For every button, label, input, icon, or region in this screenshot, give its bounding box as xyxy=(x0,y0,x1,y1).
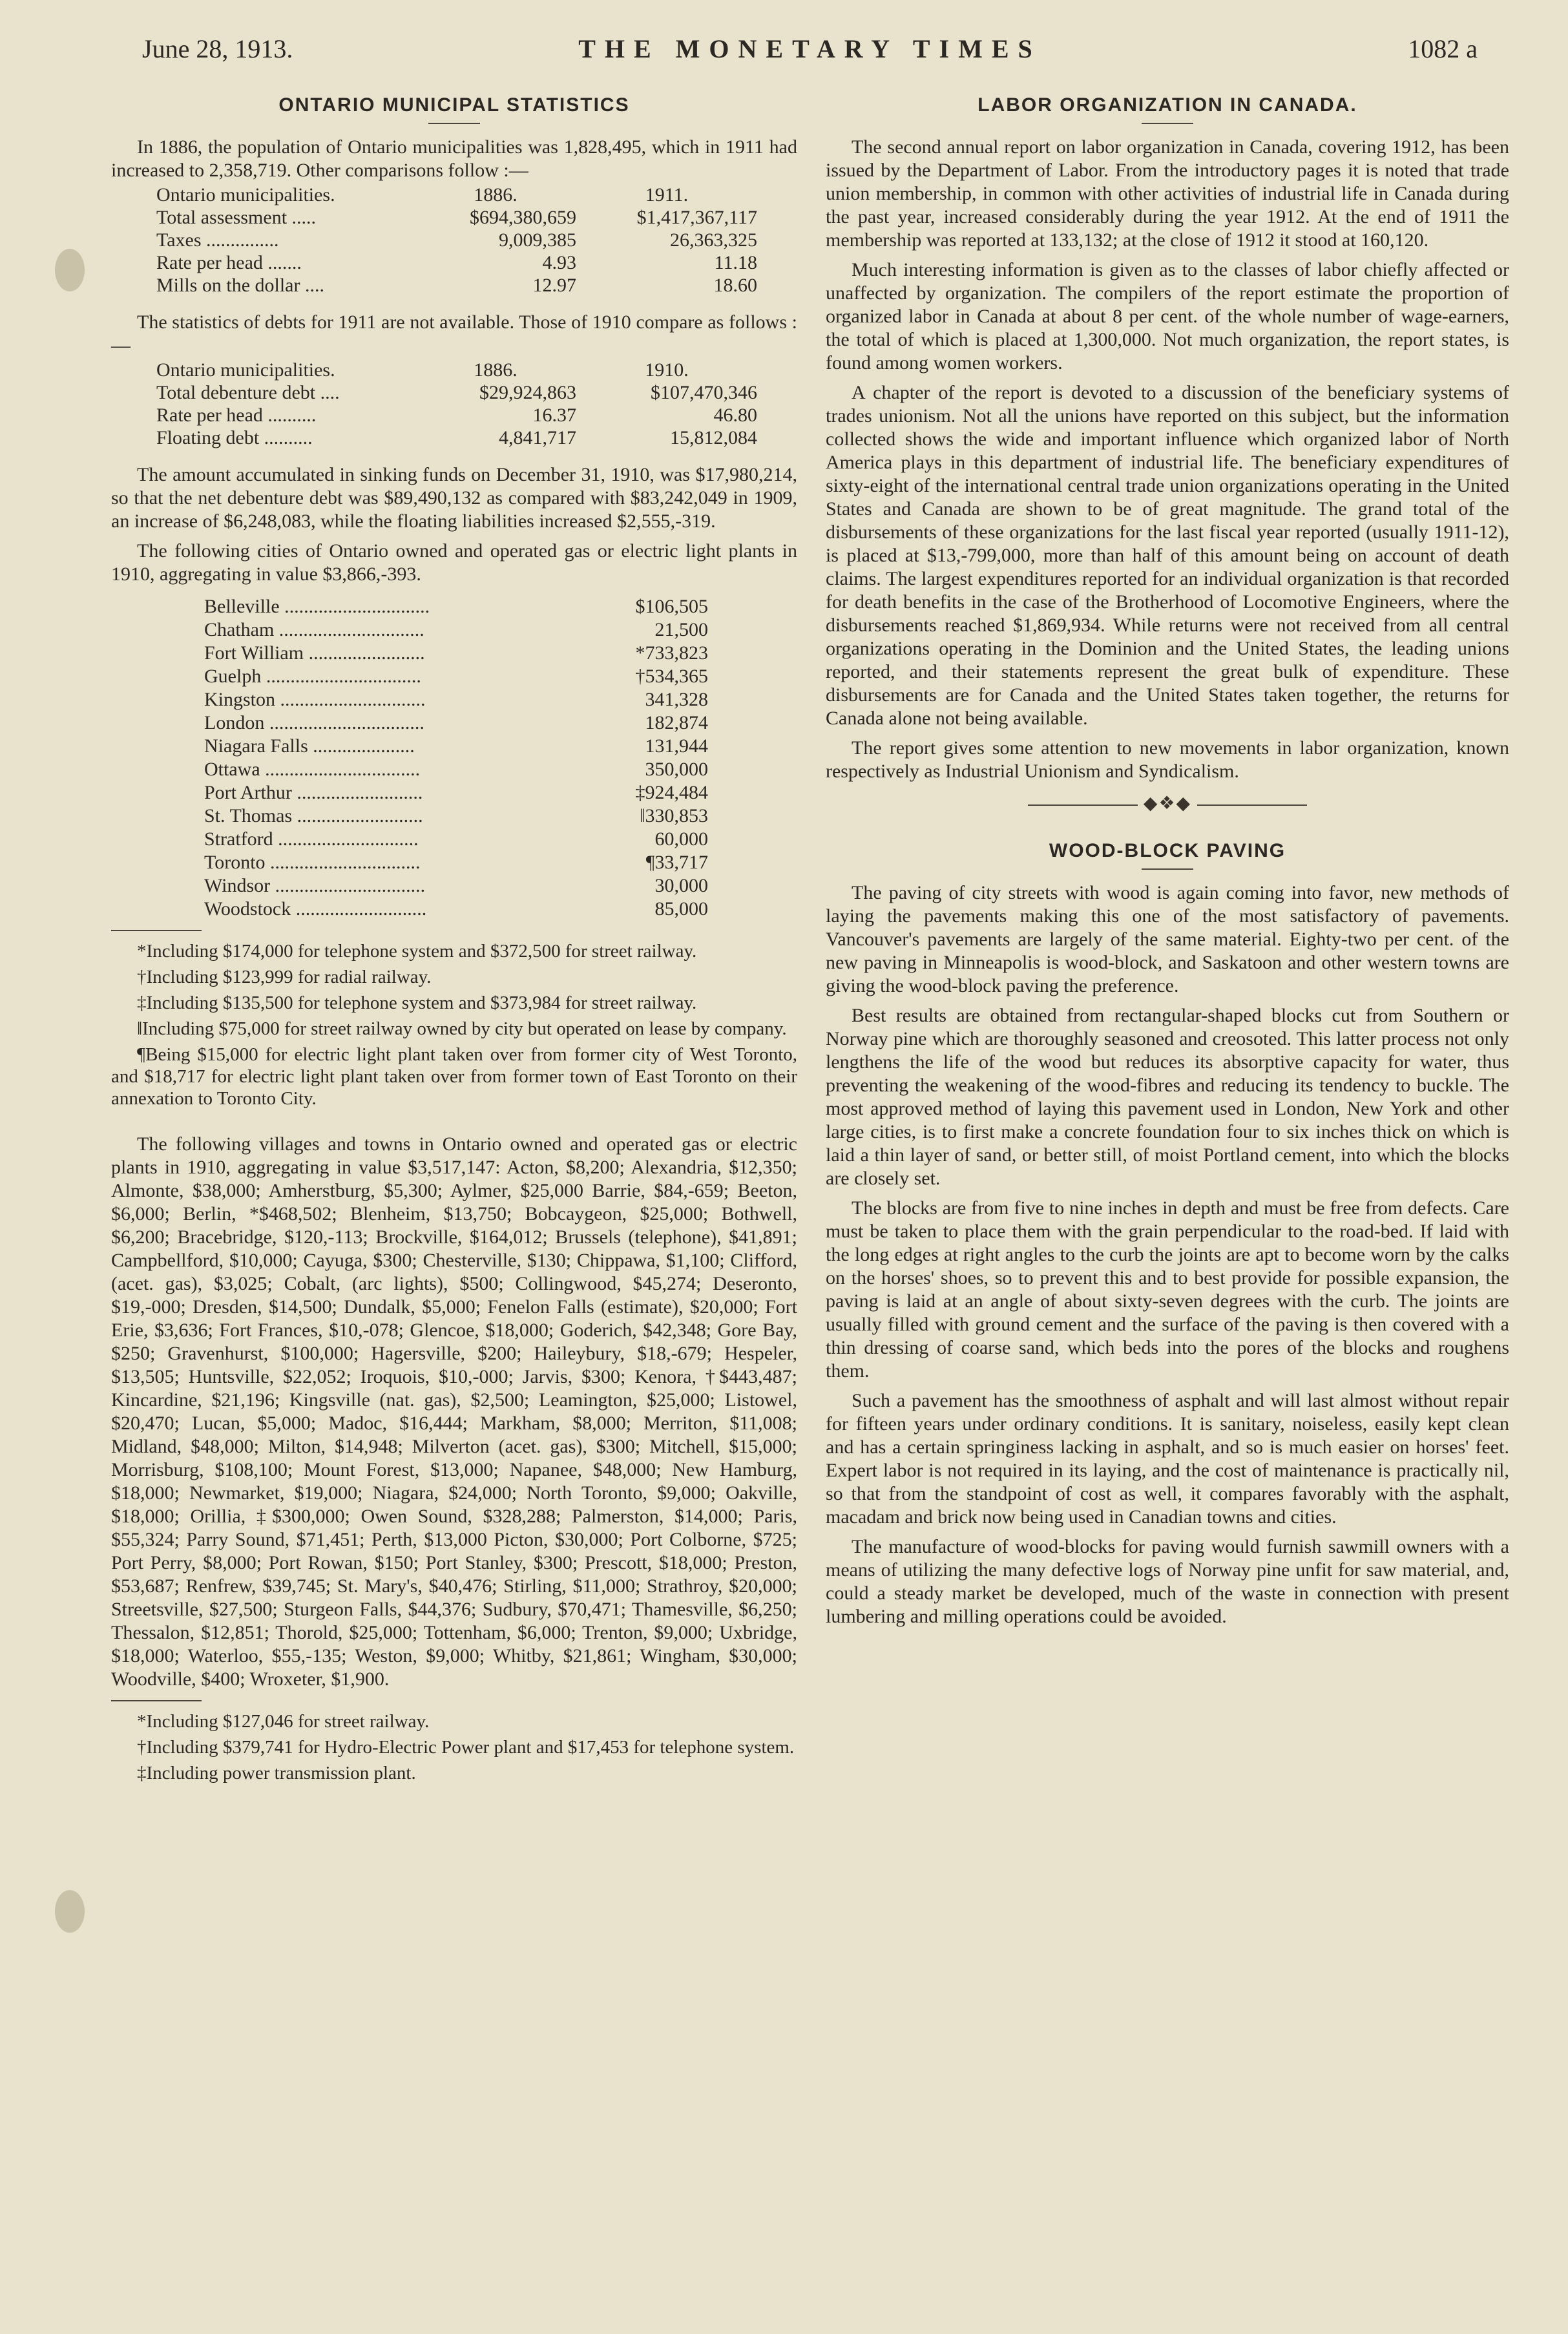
stats-row xyxy=(156,426,757,449)
city-name: Woodstock ........................... xyxy=(204,898,427,920)
stats-label: Ontario municipalities. xyxy=(156,359,335,381)
city-value: 21,500 xyxy=(654,619,708,640)
stats-value-a: $29,924,863 xyxy=(479,382,576,403)
title-rule xyxy=(1142,868,1193,870)
cities-table xyxy=(204,595,708,921)
stats-row xyxy=(156,274,757,297)
footnotes-cities xyxy=(111,940,797,1109)
city-name: Guelph ................................ xyxy=(204,666,421,687)
stats-label: Taxes ............... xyxy=(156,229,279,251)
stats-value-b: 11.18 xyxy=(714,252,757,273)
city-value: 350,000 xyxy=(645,759,708,780)
stats-value-a: 1886. xyxy=(474,184,517,205)
city-value: ‡924,484 xyxy=(635,782,708,803)
stats-label: Total assessment ..... xyxy=(156,207,317,228)
footnote-rule xyxy=(111,930,202,931)
stats-row xyxy=(156,381,757,404)
city-row xyxy=(204,595,708,618)
city-row xyxy=(204,642,708,665)
city-name: Port Arthur .......................... xyxy=(204,782,423,803)
stats-value-b: 18.60 xyxy=(713,275,757,296)
stats-row xyxy=(156,206,757,229)
article-title-labor: LABOR ORGANIZATION IN CANADA. xyxy=(977,94,1357,116)
stats-value-b: $1,417,367,117 xyxy=(636,207,757,228)
city-name: Toronto ............................... xyxy=(204,852,421,873)
stats-value-a: $694,380,659 xyxy=(470,207,576,228)
city-name: Niagara Falls ..................... xyxy=(204,735,415,757)
city-name: Kingston .............................. xyxy=(204,689,426,710)
cities-body xyxy=(204,595,708,921)
footnote: *Including $174,000 for telephone system and $372,500 for street railway. xyxy=(137,941,697,962)
page-header xyxy=(142,34,1478,72)
city-name: Chatham .............................. xyxy=(204,619,424,640)
paragraph: A chapter of the report is devoted to a discussion of the beneficiary systems of trades unionism. Not all the unions have reported on this subject, but the information collected shows the wide and important influence which organized labor of North America plays in this department of industrial life. The beneficiary expenditures of sixty-eight of the international central trade union organizations operating in the United States and Canada are shown to be of great magnitude. The grand total of the disbursements of these organizations for the last fiscal year reported (usually 1911-12), is placed at $13,-799,000, more than half of this amount being on account of death claims. The largest expenditures reported for an individual organization is that recorded for death benefits in the case of the Brotherhood of Locomotive Engineers, where the disbursements reached $1,869,934. While returns were not received from all central organizations operating in the Dominion and the United States, the leading unions reported, and their statements represent the great bulk of expenditure. These disbursements are for Canada and the United States taken together, the returns for Canada alone not being available. xyxy=(826,382,1509,729)
stats-label: Rate per head .......... xyxy=(156,405,317,426)
stats-value-a: 1886. xyxy=(474,359,517,381)
city-value: 30,000 xyxy=(654,875,708,896)
footnote: ¶Being $15,000 for electric light plant taken over from former city of West Toronto, and $18,717 for electric light plant taken over from former town of East Toronto on their annexation to Toronto City. xyxy=(111,1044,797,1109)
stats-row xyxy=(156,184,757,206)
city-row xyxy=(204,874,708,898)
city-row xyxy=(204,758,708,781)
article-title-wood: WOOD-BLOCK PAVING xyxy=(1049,840,1286,861)
stats-row xyxy=(156,251,757,274)
city-name: Windsor ............................... xyxy=(204,875,426,896)
city-row xyxy=(204,735,708,758)
stats-label: Rate per head ....... xyxy=(156,252,302,273)
paragraph: Such a pavement has the smoothness of asphalt and will last almost without repair for fifteen years under ordinary conditions. It is sanitary, noiseless, easily kept clean and has a certain springiness lacking in asphalt, and so is much easier on horses' feet. Expert labor is not required in its laying, and the cost of maintenance is practically nil, so that from the standpoint of cost as well, it compares favorably with the asphalt, macadam and brick now being used in Canadian towns and cities. xyxy=(826,1390,1509,1528)
footnote: ‖Including $75,000 for street railway owned by city but operated on lease by company. xyxy=(137,1018,787,1039)
stats-value-a: 9,009,385 xyxy=(499,229,576,251)
footnote: ‡Including $135,500 for telephone system and $373,984 for street railway. xyxy=(137,993,697,1013)
city-value: 85,000 xyxy=(654,898,708,920)
issue-date: June 28, 1913. xyxy=(142,34,293,63)
title-rule xyxy=(428,123,480,124)
city-name: Stratford ............................. xyxy=(204,828,419,850)
city-value: 341,328 xyxy=(645,689,708,710)
footnote: †Including $123,999 for radial railway. xyxy=(137,967,432,987)
stats-label: Floating debt .......... xyxy=(156,427,313,448)
paragraph: In 1886, the population of Ontario municipalities was 1,828,495, which in 1911 had increased to 2,358,719. Other comparisons follow :— xyxy=(111,136,797,181)
city-value: 131,944 xyxy=(645,735,708,757)
paragraph: The report gives some attention to new movements in labor organization, known respectively as Industrial Unionism and Syndicalism. xyxy=(826,737,1509,782)
stats-label: Ontario municipalities. xyxy=(156,184,335,205)
city-name: Fort William ........................ xyxy=(204,642,425,664)
paragraph: The blocks are from five to nine inches in depth and must be free from defects. Care must be taken to place them with the grain perpendicular to the road-bed. If laid with the long edges at right angles to the curb the joints are apt to become worn by the calks on the horses' shoes, so to prevent this and to best provide for possible expansion, the paving is laid at an angle of about sixty-seven degrees with the curb. The joints are usually filled with ground cement and the surface of the paving is then covered with a thin dressing of coarse sand, which beds into the pores of the blocks and roughens them. xyxy=(826,1197,1509,1382)
city-name: St. Thomas .......................... xyxy=(204,805,423,826)
masthead: THE MONETARY TIMES xyxy=(578,34,1041,63)
stats-value-a: 4.93 xyxy=(542,252,576,273)
paragraph: Much interesting information is given as to the classes of labor chiefly affected or unaffected by organization. The compilers of the report estimate the proportion of organized labor in Canada at about 8 per cent. of the whole number of wage-earners, the total of which is placed at 1,300,000. Not much organization, the report states, is found among women workers. xyxy=(826,259,1509,373)
stats-value-b: 1910. xyxy=(645,359,689,381)
stats-row xyxy=(156,229,757,251)
stats-value-b: 46.80 xyxy=(713,405,757,426)
stats-value-a: 16.37 xyxy=(532,405,576,426)
stats-table-1910 xyxy=(156,359,757,449)
paragraph: The second annual report on labor organization in Canada, covering 1912, has been issued by the Department of Labor. From the introductory pages it is noted that trade union membership, in common with other activities of industrial life in Canada during the past year, increased considerably during the year 1912. At the end of 1911 the membership was reported at 133,132; at the close of 1912 it stood at 160,120. xyxy=(826,136,1509,251)
ornament-divider: ◆❖◆ xyxy=(826,792,1509,814)
spacer xyxy=(111,1113,797,1133)
binding-hole xyxy=(55,1890,85,1933)
city-row xyxy=(204,665,708,688)
city-row xyxy=(204,781,708,804)
stats-body xyxy=(156,184,757,297)
city-value: ¶33,717 xyxy=(645,852,708,873)
city-row xyxy=(204,618,708,642)
city-row xyxy=(204,711,708,735)
stats-table-1911 xyxy=(156,184,757,297)
footnote: ‡Including power transmission plant. xyxy=(137,1763,416,1783)
labor-article-body xyxy=(826,136,1509,783)
article-title-municipal: ONTARIO MUNICIPAL STATISTICS xyxy=(278,94,630,116)
footnote: †Including $379,741 for Hydro-Electric Power plant and $17,453 for telephone system. xyxy=(137,1737,795,1758)
city-row xyxy=(204,688,708,711)
city-row xyxy=(204,804,708,828)
city-row xyxy=(204,828,708,851)
paragraph-villages: The following villages and towns in Ontario owned and operated gas or electric plants in 1910, aggregating in value $3,517,147: Acton, $8,200; Alexandria, $12,350; Almonte, $38,000; Amherstburg, $5,300; Aylmer, $25,000 Barrie, $84,-659; Beeton, $6,000; Berlin, *$468,502; Blenheim, $13,750; Bobcaygeon, $25,000; Bothwell, $6,200; Bracebridge, $120,-113; Brockville, $164,012; Brussels (telephone), $41,891; Campbellford, $10,000; Cayuga, $300; Chesterville, $130; Chippawa, $1,100; Clifford, (acet. gas), $3,025; Cobalt, (arc lights), $500; Collingwood, $45,274; Deseronto, $19,-000; Dresden, $14,500; Dundalk, $5,000; Fenelon Falls (estimate), $20,000; Fort Erie, $3,636; Fort Frances, $10,-078; Glencoe, $18,000; Goderich, $42,348; Gore Bay, $250; Gravenhurst, $100,000; Hagersville, $200; Haileybury, $18,-679; Hespeler, $13,505; Huntsville, $22,052; Iroquois, $10,-000; Jarvis, $300; Kenora, †$443,487; Kincardine, $21,196; Kingsville (nat. gas), $2,500; Leamington, $25,000; Listowel, $20,470; Lucan, $5,000; Madoc, $16,444; Markham, $8,000; Merriton, $11,008; Midland, $48,000; Milton, $14,948; Milverton (acet. gas), $300; Mitchell, $15,000; Morrisburg, $108,100; Mount Forest, $13,000; Napanee, $48,000; New Hamburg, $18,000; Newmarket, $19,000; Niagara, $24,000; North Toronto, $9,000; Oakville, $18,000; Orillia, ‡$300,000; Owen Sound, $328,288; Palmerston, $14,000; Paris, $55,324; Parry Sound, $71,451; Perth, $13,000 Picton, $30,000; Port Colborne, $725; Port Perry, $8,000; Port Rowan, $150; Port Stanley, $300; Prescott, $18,000; Preston, $53,687; Renfrew, $39,745; St. Mary's, $40,476; Stirling, $11,000; Strathroy, $20,000; Streetsville, $27,500; Sturgeon Falls, $44,376; Sudbury, $70,471; Thamesville, $6,250; Thessalon, $12,851; Thorold, $25,000; Tottenham, $6,000; Trenton, $9,000; Uxbridge, $18,000; Waterloo, $55,-135; Weston, $9,000; Whitby, $21,861; Wingham, $30,000; Woodville, $400; Wroxeter, $1,900. xyxy=(111,1133,797,1690)
paragraph: The manufacture of wood-blocks for paving would furnish sawmill owners with a means of utilizing the many defective logs of Norway pine unfit for saw material, and, could a steady market be developed, much of the waste in connection with present lumbering and milling operations could be avoided. xyxy=(826,1536,1509,1627)
stats-value-a: 4,841,717 xyxy=(499,427,576,448)
stats-label: Mills on the dollar .... xyxy=(156,275,324,296)
footnotes-villages xyxy=(111,1710,797,1784)
city-value: 60,000 xyxy=(654,828,708,850)
city-name: Ottawa ................................ xyxy=(204,759,421,780)
title-rule xyxy=(1142,123,1193,124)
right-column xyxy=(826,90,1509,1635)
stats-row xyxy=(156,404,757,426)
city-name: London ................................ xyxy=(204,712,424,733)
stats-value-b: 26,363,325 xyxy=(670,229,757,251)
footnote: *Including $127,046 for street railway. xyxy=(137,1711,430,1732)
binding-hole xyxy=(55,249,85,291)
city-name: Belleville .............................. xyxy=(204,596,430,617)
stats-body xyxy=(156,359,757,449)
city-value: 182,874 xyxy=(645,712,708,733)
paragraph: The statistics of debts for 1911 are not available. Those of 1910 compare as follows :— xyxy=(111,311,797,356)
stats-value-b: 1911. xyxy=(645,184,689,205)
page-number: 1082 a xyxy=(1408,34,1478,63)
stats-row xyxy=(156,359,757,381)
left-column xyxy=(111,90,797,1788)
footnote-rule xyxy=(111,1700,202,1701)
city-value: †534,365 xyxy=(635,666,708,687)
stats-value-a: 12.97 xyxy=(532,275,576,296)
stats-label: Total debenture debt .... xyxy=(156,382,340,403)
paragraph: The amount accumulated in sinking funds on December 31, 1910, was $17,980,214, so that the net debenture debt was $89,490,132 as compared with $83,242,049 in 1909, an increase of $6,248,083, while the floating liabilities increased $2,555,-319. xyxy=(111,464,797,532)
city-row xyxy=(204,851,708,874)
city-value: *733,823 xyxy=(635,642,708,664)
paragraph: Best results are obtained from rectangular-shaped blocks cut from Southern or Norway pine which are thoroughly seasoned and creosoted. This latter process not only lengthens the life of the wood but reduces its absorptive capacity for water, thus preventing the weakening of the wood-fibres and reducing its tendency to buckle. The most approved method of laying this pavement used in London, New York and other large cities, is to first make a concrete foundation four to six inches thick on which is laid a thin layer of sand, or better still, of moist Portland cement, into which the blocks are closely set. xyxy=(826,1005,1509,1189)
city-value: ‖330,853 xyxy=(640,805,708,826)
city-row xyxy=(204,898,708,921)
paragraph: The paving of city streets with wood is again coming into favor, new methods of laying the pavements making this one of the most satisfactory of pavements. Vancouver's pavements are largely of the same material. Eighty-two per cent. of the new paving in Minneapolis is wood-block, and Saskatoon and other western towns are giving the wood-block paving the preference. xyxy=(826,882,1509,996)
stats-value-b: 15,812,084 xyxy=(670,427,757,448)
wood-article-body xyxy=(826,881,1509,1628)
paragraph: The following cities of Ontario owned and operated gas or electric light plants in 1910, aggregating in value $3,866,-393. xyxy=(111,540,797,585)
stats-value-b: $107,470,346 xyxy=(651,382,757,403)
city-value: $106,505 xyxy=(635,596,708,617)
